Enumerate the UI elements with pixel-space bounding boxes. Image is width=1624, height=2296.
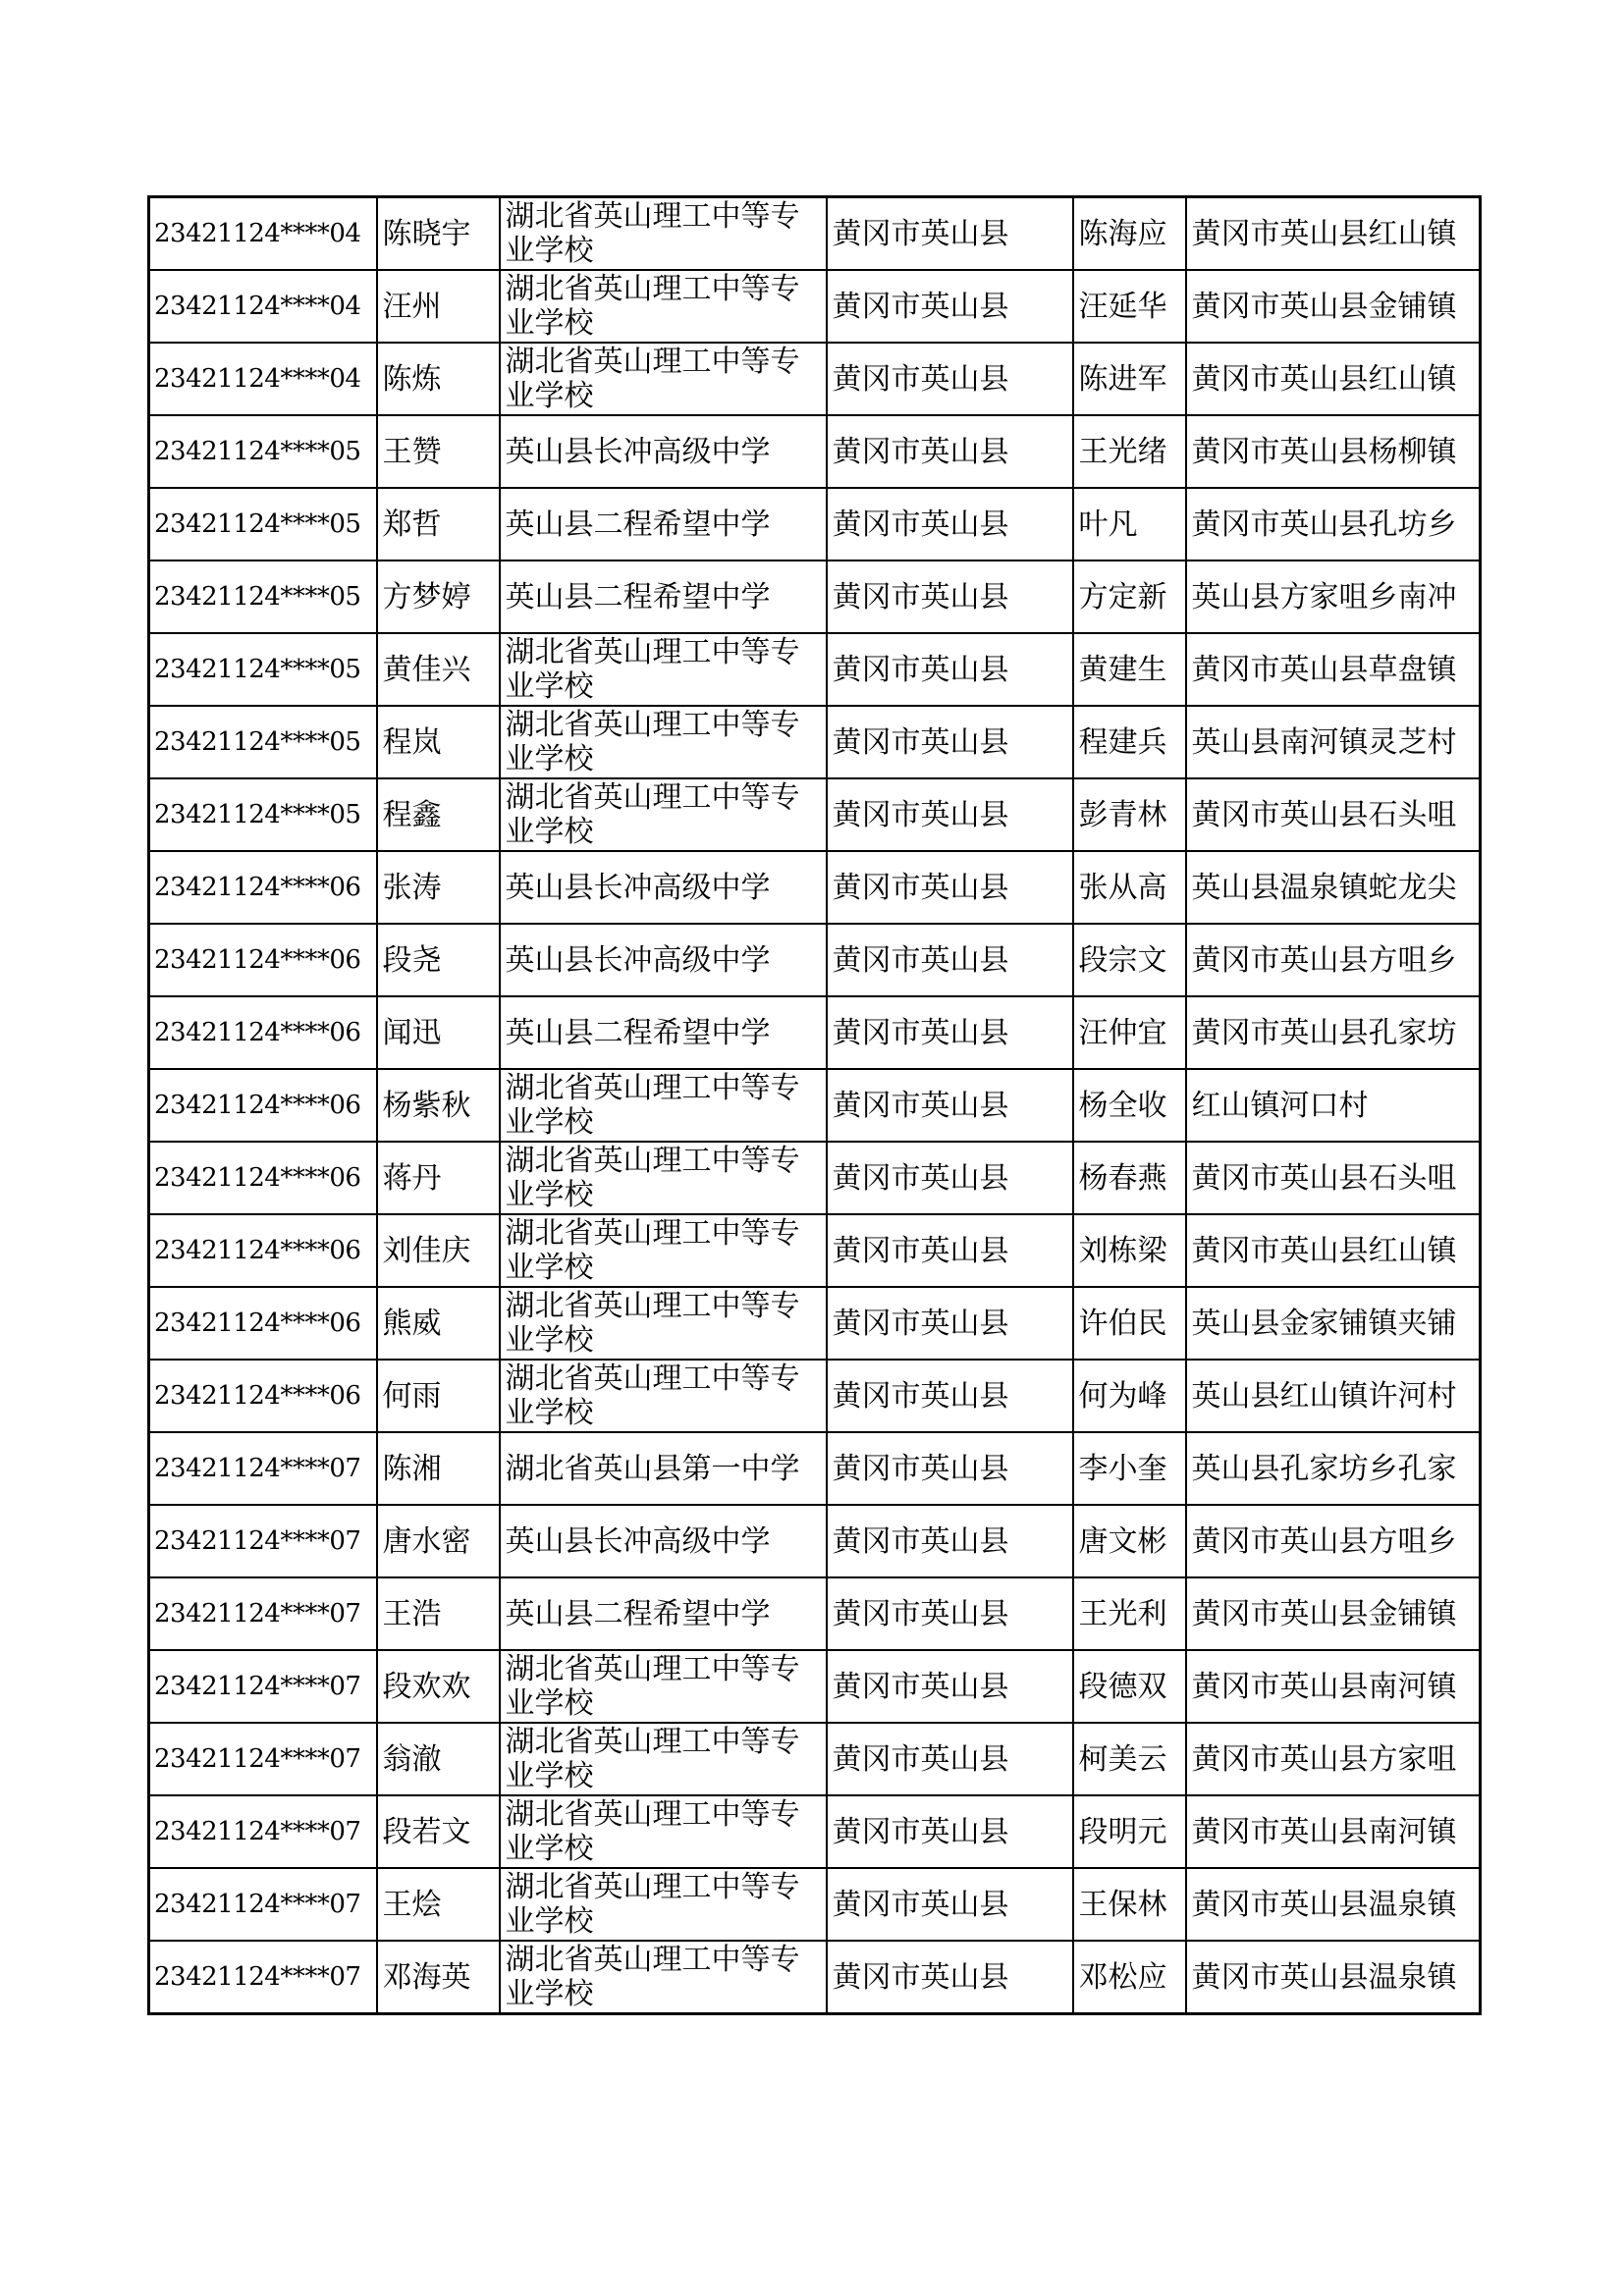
table-body: [149, 197, 1481, 2014]
address-cell: 英山县温泉镇蛇龙尖: [1186, 851, 1481, 924]
student-name-cell: 程鑫: [377, 778, 500, 851]
guardian-name-cell: 唐文彬: [1073, 1505, 1186, 1577]
id-number-cell: 23421124****06: [149, 1069, 377, 1142]
student-name-cell: 蒋丹: [377, 1142, 500, 1214]
guardian-name-cell: 王保林: [1073, 1868, 1186, 1941]
address-cell: 红山镇河口村: [1186, 1069, 1481, 1142]
region-cell: 黄冈市英山县: [827, 1941, 1073, 2014]
student-name-cell: 王烩: [377, 1868, 500, 1941]
guardian-name-cell: 张从高: [1073, 851, 1186, 924]
id-number-cell: 23421124****07: [149, 1505, 377, 1577]
address-cell: 黄冈市英山县红山镇: [1186, 197, 1481, 271]
school-cell: 湖北省英山理工中等专业学校: [500, 1142, 827, 1214]
table-row: [149, 1650, 1481, 1723]
guardian-name-cell: 杨春燕: [1073, 1142, 1186, 1214]
student-name-cell: 段尧: [377, 924, 500, 996]
region-cell: 黄冈市英山县: [827, 1795, 1073, 1868]
school-cell: 湖北省英山理工中等专业学校: [500, 343, 827, 415]
school-cell: 英山县二程希望中学: [500, 1577, 827, 1650]
student-name-cell: 汪州: [377, 270, 500, 343]
address-cell: 黄冈市英山县红山镇: [1186, 1214, 1481, 1287]
address-cell: 英山县孔家坊乡孔家: [1186, 1432, 1481, 1505]
guardian-name-cell: 李小奎: [1073, 1432, 1186, 1505]
region-cell: 黄冈市英山县: [827, 778, 1073, 851]
region-cell: 黄冈市英山县: [827, 1868, 1073, 1941]
region-cell: 黄冈市英山县: [827, 1505, 1073, 1577]
guardian-name-cell: 何为峰: [1073, 1360, 1186, 1432]
student-name-cell: 陈炼: [377, 343, 500, 415]
student-name-cell: 段欢欢: [377, 1650, 500, 1723]
address-cell: 黄冈市英山县红山镇: [1186, 343, 1481, 415]
student-name-cell: 熊威: [377, 1287, 500, 1360]
address-cell: 黄冈市英山县孔家坊: [1186, 996, 1481, 1069]
student-name-cell: 王浩: [377, 1577, 500, 1650]
guardian-name-cell: 刘栋梁: [1073, 1214, 1186, 1287]
region-cell: 黄冈市英山县: [827, 1214, 1073, 1287]
region-cell: 黄冈市英山县: [827, 1650, 1073, 1723]
address-cell: 英山县南河镇灵芝村: [1186, 706, 1481, 778]
id-number-cell: 23421124****05: [149, 706, 377, 778]
table-row: [149, 1505, 1481, 1577]
region-cell: 黄冈市英山县: [827, 488, 1073, 561]
table-row: [149, 1287, 1481, 1360]
guardian-name-cell: 方定新: [1073, 561, 1186, 633]
address-cell: 黄冈市英山县方咀乡: [1186, 1505, 1481, 1577]
school-cell: 湖北省英山理工中等专业学校: [500, 1360, 827, 1432]
address-cell: 英山县方家咀乡南冲: [1186, 561, 1481, 633]
school-cell: 湖北省英山理工中等专业学校: [500, 633, 827, 706]
guardian-name-cell: 杨全收: [1073, 1069, 1186, 1142]
table-row: [149, 488, 1481, 561]
table-row: [149, 1795, 1481, 1868]
id-number-cell: 23421124****06: [149, 1360, 377, 1432]
id-number-cell: 23421124****06: [149, 1287, 377, 1360]
region-cell: 黄冈市英山县: [827, 1360, 1073, 1432]
region-cell: 黄冈市英山县: [827, 633, 1073, 706]
address-cell: 英山县红山镇许河村: [1186, 1360, 1481, 1432]
id-number-cell: 23421124****07: [149, 1941, 377, 2014]
school-cell: 湖北省英山理工中等专业学校: [500, 1795, 827, 1868]
table-row: [149, 778, 1481, 851]
student-name-cell: 王赞: [377, 415, 500, 488]
id-number-cell: 23421124****07: [149, 1723, 377, 1795]
guardian-name-cell: 黄建生: [1073, 633, 1186, 706]
address-cell: 黄冈市英山县金铺镇: [1186, 270, 1481, 343]
school-cell: 湖北省英山理工中等专业学校: [500, 1069, 827, 1142]
region-cell: 黄冈市英山县: [827, 996, 1073, 1069]
school-cell: 英山县长冲高级中学: [500, 851, 827, 924]
guardian-name-cell: 叶凡: [1073, 488, 1186, 561]
student-name-cell: 闻迅: [377, 996, 500, 1069]
guardian-name-cell: 陈海应: [1073, 197, 1186, 271]
id-number-cell: 23421124****05: [149, 561, 377, 633]
guardian-name-cell: 邓松应: [1073, 1941, 1186, 2014]
guardian-name-cell: 汪仲宜: [1073, 996, 1186, 1069]
student-name-cell: 郑哲: [377, 488, 500, 561]
address-cell: 英山县金家铺镇夹铺: [1186, 1287, 1481, 1360]
school-cell: 英山县二程希望中学: [500, 561, 827, 633]
table-row: [149, 1577, 1481, 1650]
table-row: [149, 1941, 1481, 2014]
school-cell: 湖北省英山理工中等专业学校: [500, 706, 827, 778]
id-number-cell: 23421124****07: [149, 1795, 377, 1868]
address-cell: 黄冈市英山县温泉镇: [1186, 1941, 1481, 2014]
region-cell: 黄冈市英山县: [827, 1432, 1073, 1505]
address-cell: 黄冈市英山县石头咀: [1186, 778, 1481, 851]
guardian-name-cell: 许伯民: [1073, 1287, 1186, 1360]
student-name-cell: 邓海英: [377, 1941, 500, 2014]
region-cell: 黄冈市英山县: [827, 924, 1073, 996]
guardian-name-cell: 柯美云: [1073, 1723, 1186, 1795]
address-cell: 黄冈市英山县南河镇: [1186, 1795, 1481, 1868]
school-cell: 英山县长冲高级中学: [500, 415, 827, 488]
school-cell: 湖北省英山理工中等专业学校: [500, 1214, 827, 1287]
address-cell: 黄冈市英山县方家咀: [1186, 1723, 1481, 1795]
address-cell: 黄冈市英山县方咀乡: [1186, 924, 1481, 996]
region-cell: 黄冈市英山县: [827, 270, 1073, 343]
id-number-cell: 23421124****06: [149, 996, 377, 1069]
table-row: [149, 1142, 1481, 1214]
student-name-cell: 方梦婷: [377, 561, 500, 633]
id-number-cell: 23421124****06: [149, 1142, 377, 1214]
school-cell: 湖北省英山理工中等专业学校: [500, 1723, 827, 1795]
guardian-name-cell: 程建兵: [1073, 706, 1186, 778]
student-name-cell: 杨紫秋: [377, 1069, 500, 1142]
address-cell: 黄冈市英山县温泉镇: [1186, 1868, 1481, 1941]
student-name-cell: 翁澈: [377, 1723, 500, 1795]
region-cell: 黄冈市英山县: [827, 343, 1073, 415]
region-cell: 黄冈市英山县: [827, 851, 1073, 924]
guardian-name-cell: 彭青林: [1073, 778, 1186, 851]
guardian-name-cell: 段德双: [1073, 1650, 1186, 1723]
table-row: [149, 996, 1481, 1069]
student-name-cell: 唐水密: [377, 1505, 500, 1577]
student-name-cell: 黄佳兴: [377, 633, 500, 706]
school-cell: 湖北省英山县第一中学: [500, 1432, 827, 1505]
table-row: [149, 197, 1481, 271]
id-number-cell: 23421124****05: [149, 633, 377, 706]
id-number-cell: 23421124****05: [149, 778, 377, 851]
table-row: [149, 851, 1481, 924]
id-number-cell: 23421124****07: [149, 1577, 377, 1650]
address-cell: 黄冈市英山县南河镇: [1186, 1650, 1481, 1723]
table-row: [149, 561, 1481, 633]
region-cell: 黄冈市英山县: [827, 1287, 1073, 1360]
table-row: [149, 1723, 1481, 1795]
id-number-cell: 23421124****04: [149, 197, 377, 271]
guardian-name-cell: 王光利: [1073, 1577, 1186, 1650]
school-cell: 英山县长冲高级中学: [500, 1505, 827, 1577]
address-cell: 黄冈市英山县杨柳镇: [1186, 415, 1481, 488]
region-cell: 黄冈市英山县: [827, 1069, 1073, 1142]
id-number-cell: 23421124****07: [149, 1868, 377, 1941]
table-row: [149, 270, 1481, 343]
id-number-cell: 23421124****05: [149, 415, 377, 488]
address-cell: 黄冈市英山县草盘镇: [1186, 633, 1481, 706]
school-cell: 英山县二程希望中学: [500, 488, 827, 561]
table-row: [149, 1868, 1481, 1941]
id-number-cell: 23421124****07: [149, 1650, 377, 1723]
table-row: [149, 633, 1481, 706]
student-name-cell: 段若文: [377, 1795, 500, 1868]
id-number-cell: 23421124****06: [149, 851, 377, 924]
region-cell: 黄冈市英山县: [827, 1142, 1073, 1214]
region-cell: 黄冈市英山县: [827, 415, 1073, 488]
table-row: [149, 1214, 1481, 1287]
table-row: [149, 1069, 1481, 1142]
student-name-cell: 陈晓宇: [377, 197, 500, 271]
student-list-table: [147, 195, 1482, 2015]
school-cell: 湖北省英山理工中等专业学校: [500, 1287, 827, 1360]
id-number-cell: 23421124****04: [149, 343, 377, 415]
region-cell: 黄冈市英山县: [827, 1577, 1073, 1650]
school-cell: 英山县长冲高级中学: [500, 924, 827, 996]
id-number-cell: 23421124****06: [149, 924, 377, 996]
region-cell: 黄冈市英山县: [827, 197, 1073, 271]
table-row: [149, 415, 1481, 488]
guardian-name-cell: 段明元: [1073, 1795, 1186, 1868]
address-cell: 黄冈市英山县石头咀: [1186, 1142, 1481, 1214]
address-cell: 黄冈市英山县金铺镇: [1186, 1577, 1481, 1650]
region-cell: 黄冈市英山县: [827, 561, 1073, 633]
school-cell: 英山县二程希望中学: [500, 996, 827, 1069]
guardian-name-cell: 陈进军: [1073, 343, 1186, 415]
table-row: [149, 343, 1481, 415]
table-row: [149, 1432, 1481, 1505]
table-row: [149, 1360, 1481, 1432]
id-number-cell: 23421124****05: [149, 488, 377, 561]
school-cell: 湖北省英山理工中等专业学校: [500, 1868, 827, 1941]
school-cell: 湖北省英山理工中等专业学校: [500, 270, 827, 343]
student-name-cell: 刘佳庆: [377, 1214, 500, 1287]
school-cell: 湖北省英山理工中等专业学校: [500, 778, 827, 851]
guardian-name-cell: 汪延华: [1073, 270, 1186, 343]
student-name-cell: 何雨: [377, 1360, 500, 1432]
table-row: [149, 924, 1481, 996]
student-name-cell: 程岚: [377, 706, 500, 778]
guardian-name-cell: 段宗文: [1073, 924, 1186, 996]
address-cell: 黄冈市英山县孔坊乡: [1186, 488, 1481, 561]
region-cell: 黄冈市英山县: [827, 706, 1073, 778]
school-cell: 湖北省英山理工中等专业学校: [500, 197, 827, 271]
id-number-cell: 23421124****06: [149, 1214, 377, 1287]
student-name-cell: 张涛: [377, 851, 500, 924]
school-cell: 湖北省英山理工中等专业学校: [500, 1650, 827, 1723]
student-name-cell: 陈湘: [377, 1432, 500, 1505]
region-cell: 黄冈市英山县: [827, 1723, 1073, 1795]
guardian-name-cell: 王光绪: [1073, 415, 1186, 488]
school-cell: 湖北省英山理工中等专业学校: [500, 1941, 827, 2014]
id-number-cell: 23421124****07: [149, 1432, 377, 1505]
table-row: [149, 706, 1481, 778]
id-number-cell: 23421124****04: [149, 270, 377, 343]
